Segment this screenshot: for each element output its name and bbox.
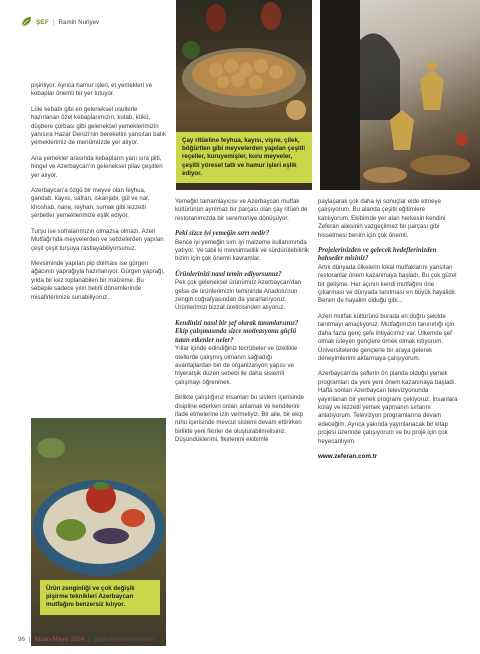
page-header [20,14,99,30]
paragraph: Turşu ise sofralarımızın olmazsa olmazı. Azeri Mutfağı'nda meyvelerden ve sebzelerden yapılan çeşit çeşit turşuya rastlayabiliyorsunuz. [31,227,164,252]
footer-separator: | [28,636,31,643]
paragraph: Birlikte çalıştığınız insanları bu sistem içerisinde disipline ederken onları anlamak ve kendilerini ifade etmelerine izin vermeliyiz. Bir aile, bir ekip ruhu içerisinde mevcut sistemi devam ettirirken birlikte yeni fikirler de oluşturabilmelisiniz. Düşündüklerimi, fikirlerimi ekibimle [175,394,305,444]
interview-answer: Yıllar içinde edindiğiniz tecrübeler ve özellikle otellerde çalışmış olmanın sağladığı avantajlardan biri de organizasyon yapısı ve hiyerarşik düzen sebebi ile daha sistemli çalışmayı öğrenmek. [175,345,298,386]
article-column-3 [318,198,458,461]
website-link[interactable]: www.zeferan.com.tr [318,452,378,460]
interview-answer: Bence iyi yemeğin sırrı iyi malzeme kullanımında yatıyor. Ve tabii ki mevsimsellik ve sürdürülebilirlik bizim için çok önemli kavramlar. [175,238,310,263]
chef-tea-photo [320,0,480,190]
interview-question: Kendinizi nasıl bir şef olarak tanımlarsınız? Ekip çalışmasında sizce motivasyonu güçlü tutan etkenler neler? [175,319,299,344]
section-label: ŞEF [36,18,49,26]
article-column-2 [175,198,310,452]
author-name: Ramin Nuriyev [58,18,100,26]
page-footer [18,636,154,643]
interview-question: Ürünlerinizi nasıl temin ediyorsunuz? [175,270,282,278]
paragraph: paylaşarak çok daha iyi sonuçlar elde etmeye çalışıyorum. Bu alanda çeşitli eğitimlere katılıyorum. Ekibimde yer alan herkesin kendini Zeferan ailesinin vazgeçilmez bir parçası gibi hissetmesi benim için çok önemli. [318,198,446,239]
interview-answer: Pek çok geleneksel ürünümüz Azerbaycan'dan gelse de ürünlerimizin temininde Anadolu'nun zengin coğrafyasından da yararlanıyoruz. Ürünlerimizi bizzat üreticisinden alıyoruz. [175,279,302,312]
interview-answer: Artık dünyada ülkelerin lokal mutfaklarını yansıtan restoranlar önem kazanmaya başladı. Bu çok güzel bir gelişme. Her açının kendi mutfağını öne çıkarması ve dünyada tanıtması en büyük hayalidir. Benim de hayalim olduğu gibi... [318,263,457,305]
photo-caption-bottom: Ürün zenginliği ve çok değişik pişirme teknikleri Azerbaycan mutfağını benzersiz kılıyor. [40,580,160,615]
page-number: 96 [18,636,25,643]
paragraph: Yemeğin tamamlayıcısı ve Azerbaycan mutfak kültürünün ayrılmaz bir parçası olan çay ritüeli de restoranımızda bir seremoniye dönüşüyor. [175,198,308,222]
footer-website[interactable]: gastronomiturkey.com [93,636,155,643]
paragraph: Mevsiminde yapılan pip dolması ise gürgen ağacının yaprağıyla hazırlanıyor. Gürgen yaprağı, yılda bir kez toplanabilen bir malzeme. Bu sebeple sadece yılın belirli dönemlerinde misafirlerimize sunabiliyoruz. [31,259,165,301]
leaf-icon [20,16,32,28]
paragraph: Azerbaycan'da şeflerin ön planda olduğu yemek programları da yeni yeni önem kazanmaya başladı. Hafta sonları Azerbaycan televizyonunda yayınlanan bir yemek programı çekiyoruz. İnsanlara kolay ve lezzetli yemek yapmanın sırlarını anlatıyorum. Televizyon programlarına devam edeceğim. Ayrıca yakında yayınlanacak bir kitap projesi üzerinde çalışıyorum ve bu proje için çok heyecanlıyım. [318,370,458,445]
article-column-1 [31,82,166,309]
header-separator: | [52,18,55,26]
paragraph: Ana yemekler arasında kebapların yanı sıra pilti, hingel ve Azerbaycan'ın geleneksel pilav çeşitleri yer alıyor. [31,154,163,179]
photo-caption-top: Çay ritüeline feyhua, kayısı, vişne, çilek, böğürtlen gibi meyvelerden yapılan çeşitli reçeller, kuruyemişler, kuru meyveler, çeşitli yöresel tatlı ve hamur işleri eşlik ediyor. [176,132,312,183]
paragraph: Lüle kebabı gibi en geleneksel usullerle hazırlanan özel kebaplarımızın, kutab, kükü, düşbere çorbası gibi geleneksel yemeklerimizin yanısıra Hazar Denizi'nin bereketini yansıtan balık yemeklerimiz de menümüzde yer alıyor. [31,105,166,147]
footer-separator: | [88,636,90,643]
paragraph: Azeri mutfak kültürünü burada en doğru şekilde tanıtmayı amaçlıyoruz. Mutfağımızın tanınırlığı için daha fazla genç şefe ihtiyacımız var. Ülkemde şef olmak isteyen gençlere örnek olmak istiyorum. Üniversitelerde gençlerle bir araya gelerek deneyimlerimi aktarmaya çalışıyorum. [318,312,455,362]
paragraph: Azerbaycan'a özgü bir meyve olan feyhua, gandab, kayısı, safran, iskanjabi, gül ve nar, khoshab, nane, reyhan, sumak gibi lezzetli şerbetler yemeklerimize eşlik ediyor. [31,187,150,220]
paragraph: pişiriliyor. Ayrıca hamur işleri, et yemekleri ve kebaplar önemli bir yer tutuyor. [31,82,153,98]
interview-question: Projelerinizden ve gelecek hedeflerinizden bahseder misiniz? [318,247,437,263]
issue-date: Nisan-Mayıs 2024 [34,636,85,643]
interview-question: Peki sizce iyi yemeğin sırrı nedir? [175,230,270,238]
